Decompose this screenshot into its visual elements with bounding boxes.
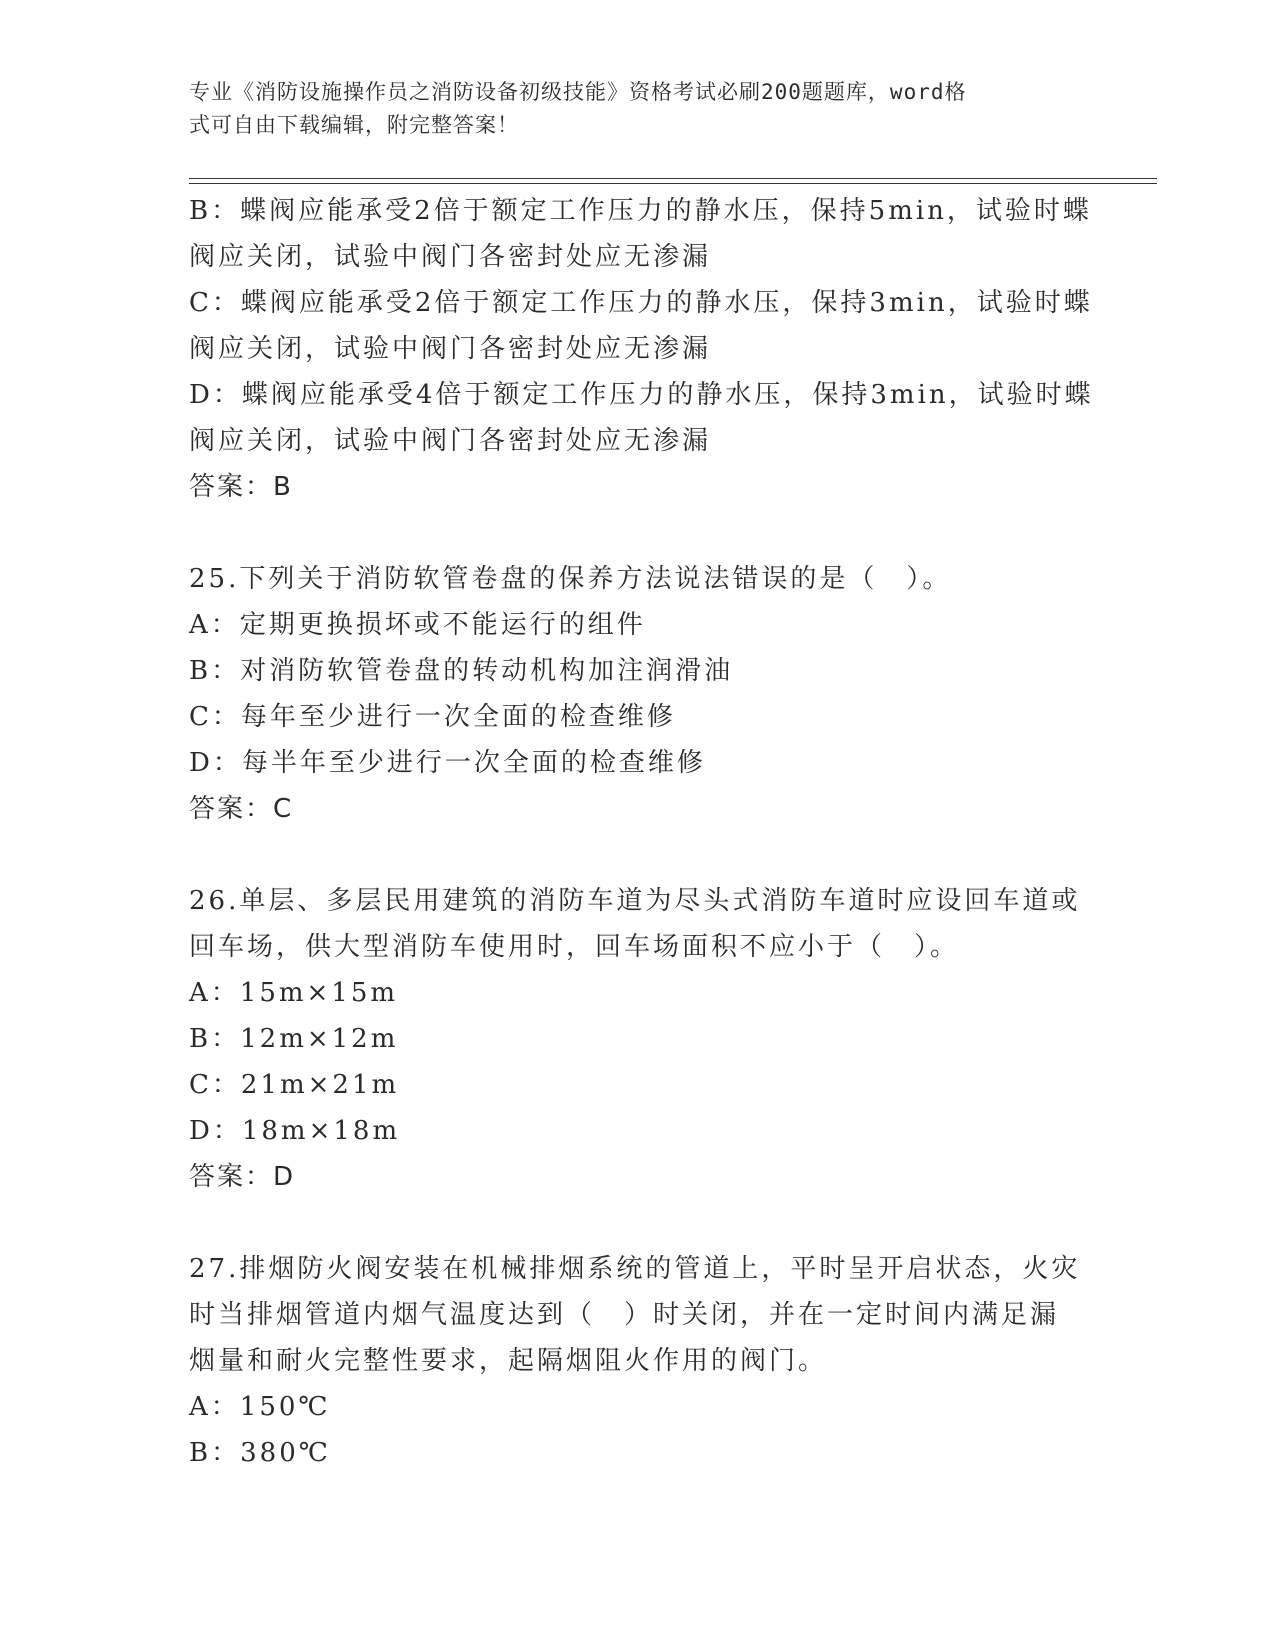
header-line-1: 专业《消防设施操作员之消防设备初级技能》资格考试必刷200题题库，word格	[189, 80, 967, 104]
spacer	[189, 510, 1089, 556]
q25-question: 25.下列关于消防软管卷盘的保养方法说法错误的是（ ）。	[189, 564, 952, 594]
q26-option-a: A：15m×15m	[189, 978, 399, 1008]
q24-option-d-line-2: 阀应关闭，试验中阀门各密封处应无渗漏	[189, 426, 712, 456]
q24-option-d-line-1: D：蝶阀应能承受4倍于额定工作压力的静水压，保持3min，试验时蝶	[189, 380, 1094, 410]
header-rule-top	[189, 178, 1157, 179]
q24-answer: 答案：B	[189, 472, 293, 502]
header-rule-bottom	[189, 183, 1157, 184]
spacer	[189, 1200, 1089, 1246]
q25-option-a: A：定期更换损坏或不能运行的组件	[189, 610, 646, 640]
q27-question-line-3: 烟量和耐火完整性要求，起隔烟阻火作用的阀门。	[189, 1346, 828, 1376]
question-25-block	[189, 556, 1089, 832]
question-24-block	[189, 188, 1094, 510]
q27-option-b: B：380℃	[189, 1438, 331, 1468]
q25-answer: 答案：C	[189, 794, 294, 824]
q25-option-c: C：每年至少进行一次全面的检查维修	[189, 702, 676, 732]
q26-answer: 答案：D	[189, 1162, 296, 1192]
spacer	[189, 832, 1089, 878]
question-27-block	[189, 1246, 1089, 1476]
q26-option-c: C：21m×21m	[189, 1070, 400, 1100]
q24-option-b-line-1: B：蝶阀应能承受2倍于额定工作压力的静水压，保持5min，试验时蝶	[189, 196, 1092, 226]
q26-question-line-2: 回车场，供大型消防车使用时，回车场面积不应小于（ ）。	[189, 932, 960, 962]
q24-option-c-line-2: 阀应关闭，试验中阀门各密封处应无渗漏	[189, 334, 712, 364]
q26-option-b: B：12m×12m	[189, 1024, 399, 1054]
q26-option-d: D：18m×18m	[189, 1116, 401, 1146]
q24-option-b-line-2: 阀应关闭，试验中阀门各密封处应无渗漏	[189, 242, 712, 272]
question-26-block	[189, 878, 1089, 1200]
q26-question-line-1: 26.单层、多层民用建筑的消防车道为尽头式消防车道时应设回车道或	[189, 886, 1081, 916]
q27-question-line-1: 27.排烟防火阀安装在机械排烟系统的管道上，平时呈开启状态，火灾	[189, 1254, 1081, 1284]
page-header	[189, 76, 1069, 142]
q27-question-line-2: 时当排烟管道内烟气温度达到（ ）时关闭，并在一定时间内满足漏	[189, 1300, 1060, 1330]
q27-option-a: A：150℃	[189, 1392, 331, 1422]
document-body	[189, 188, 1094, 1476]
q25-option-b: B：对消防软管卷盘的转动机构加注润滑油	[189, 656, 734, 686]
header-line-2: 式可自由下载编辑，附完整答案！	[189, 113, 519, 137]
q25-option-d: D：每半年至少进行一次全面的检查维修	[189, 748, 706, 778]
q24-option-c-line-1: C：蝶阀应能承受2倍于额定工作压力的静水压，保持3min，试验时蝶	[189, 288, 1093, 318]
